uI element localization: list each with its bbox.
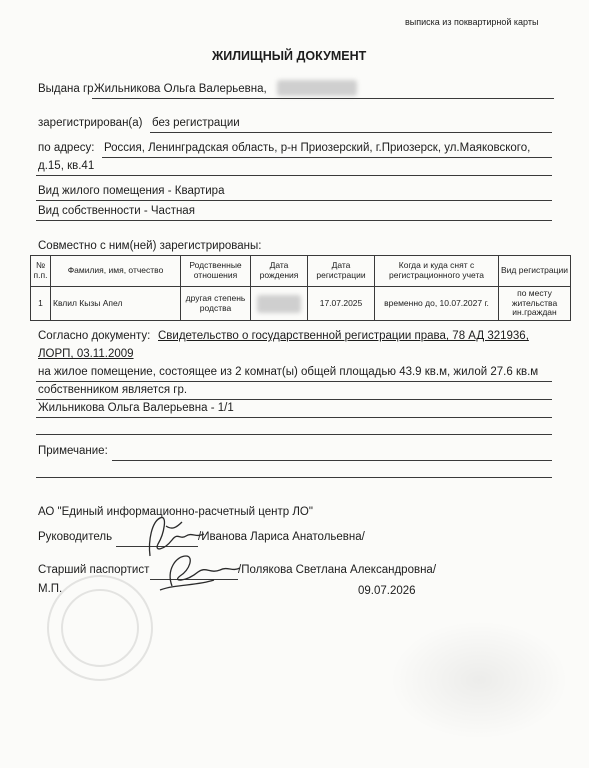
registered-prefix: зарегистрирован(а) bbox=[38, 117, 143, 129]
column-header: Родственные отношения bbox=[181, 256, 251, 287]
premises-type: Вид жилого помещения - Квартира bbox=[38, 185, 225, 197]
column-header: Фамилия, имя, отчество bbox=[51, 256, 181, 287]
seal-icon bbox=[48, 576, 152, 680]
ownership-type: Вид собственности - Частная bbox=[38, 205, 195, 217]
basis-doc-line2: ЛОРП, 03.11.2009 bbox=[38, 348, 134, 360]
address-line2: д.15, кв.41 bbox=[38, 160, 95, 172]
passport-role: Старший паспортист bbox=[38, 564, 150, 576]
table-cell: временно до, 10.07.2027 г. bbox=[375, 287, 499, 321]
table-cell: 1 bbox=[31, 287, 51, 321]
note-label: Примечание: bbox=[38, 445, 108, 457]
column-header: Дата регистрации bbox=[308, 256, 375, 287]
table-cell: 17.07.2025 bbox=[308, 287, 375, 321]
table-cell: по месту жительства ин.граждан bbox=[499, 287, 571, 321]
co-registered-label: Совместно с ним(ней) зарегистрированы: bbox=[38, 240, 262, 252]
column-header: № п.п. bbox=[31, 256, 51, 287]
column-header: Дата рождения bbox=[251, 256, 308, 287]
issued-label: Выдана гр. bbox=[38, 83, 97, 95]
head-signature bbox=[149, 517, 204, 556]
basis-doc-line1: Свидетельство о государственной регистрации права, 78 АД 321936, bbox=[158, 330, 529, 342]
passport-signature bbox=[160, 556, 240, 590]
issued-name: Жильникова Ольга Валерьевна, bbox=[94, 83, 267, 95]
column-header: Вид регистрации bbox=[499, 256, 571, 287]
head-name: /Иванова Лариса Анатольевна/ bbox=[198, 531, 365, 543]
table-cell: Квлил Кызы Апел bbox=[51, 287, 181, 321]
premises-description: на жилое помещение, состоящее из 2 комнат(ы) общей площадью 43.9 кв.м, жилой 27.6 кв.м bbox=[38, 366, 539, 378]
table-cell: другая степень родства bbox=[181, 287, 251, 321]
document-date: 09.07.2026 bbox=[358, 585, 416, 597]
document-title: ЖИЛИЩНЫЙ ДОКУМЕНТ bbox=[212, 49, 367, 63]
address-line1: Россия, Ленинградская область, р-н Приозерский, г.Приозерск, ул.Маяковского, bbox=[104, 142, 531, 154]
address-label: по адресу: bbox=[38, 142, 95, 154]
owner-intro: собственником является гр. bbox=[38, 384, 188, 396]
owner-name: Жильникова Ольга Валерьевна - 1/1 bbox=[38, 402, 234, 414]
header-note: выписка из поквартирной карты bbox=[405, 17, 539, 27]
registered-value: без регистрации bbox=[152, 117, 240, 129]
head-role: Руководитель bbox=[38, 531, 113, 543]
basis-label: Согласно документу: bbox=[38, 330, 151, 342]
stamp-place-label: М.П. bbox=[38, 583, 63, 595]
passport-name: /Полякова Светлана Александровна/ bbox=[238, 564, 437, 576]
organization-name: АО "Единый информационно-расчетный центр ЛО" bbox=[38, 506, 313, 518]
column-header: Когда и куда снят с регистрационного учета bbox=[375, 256, 499, 287]
